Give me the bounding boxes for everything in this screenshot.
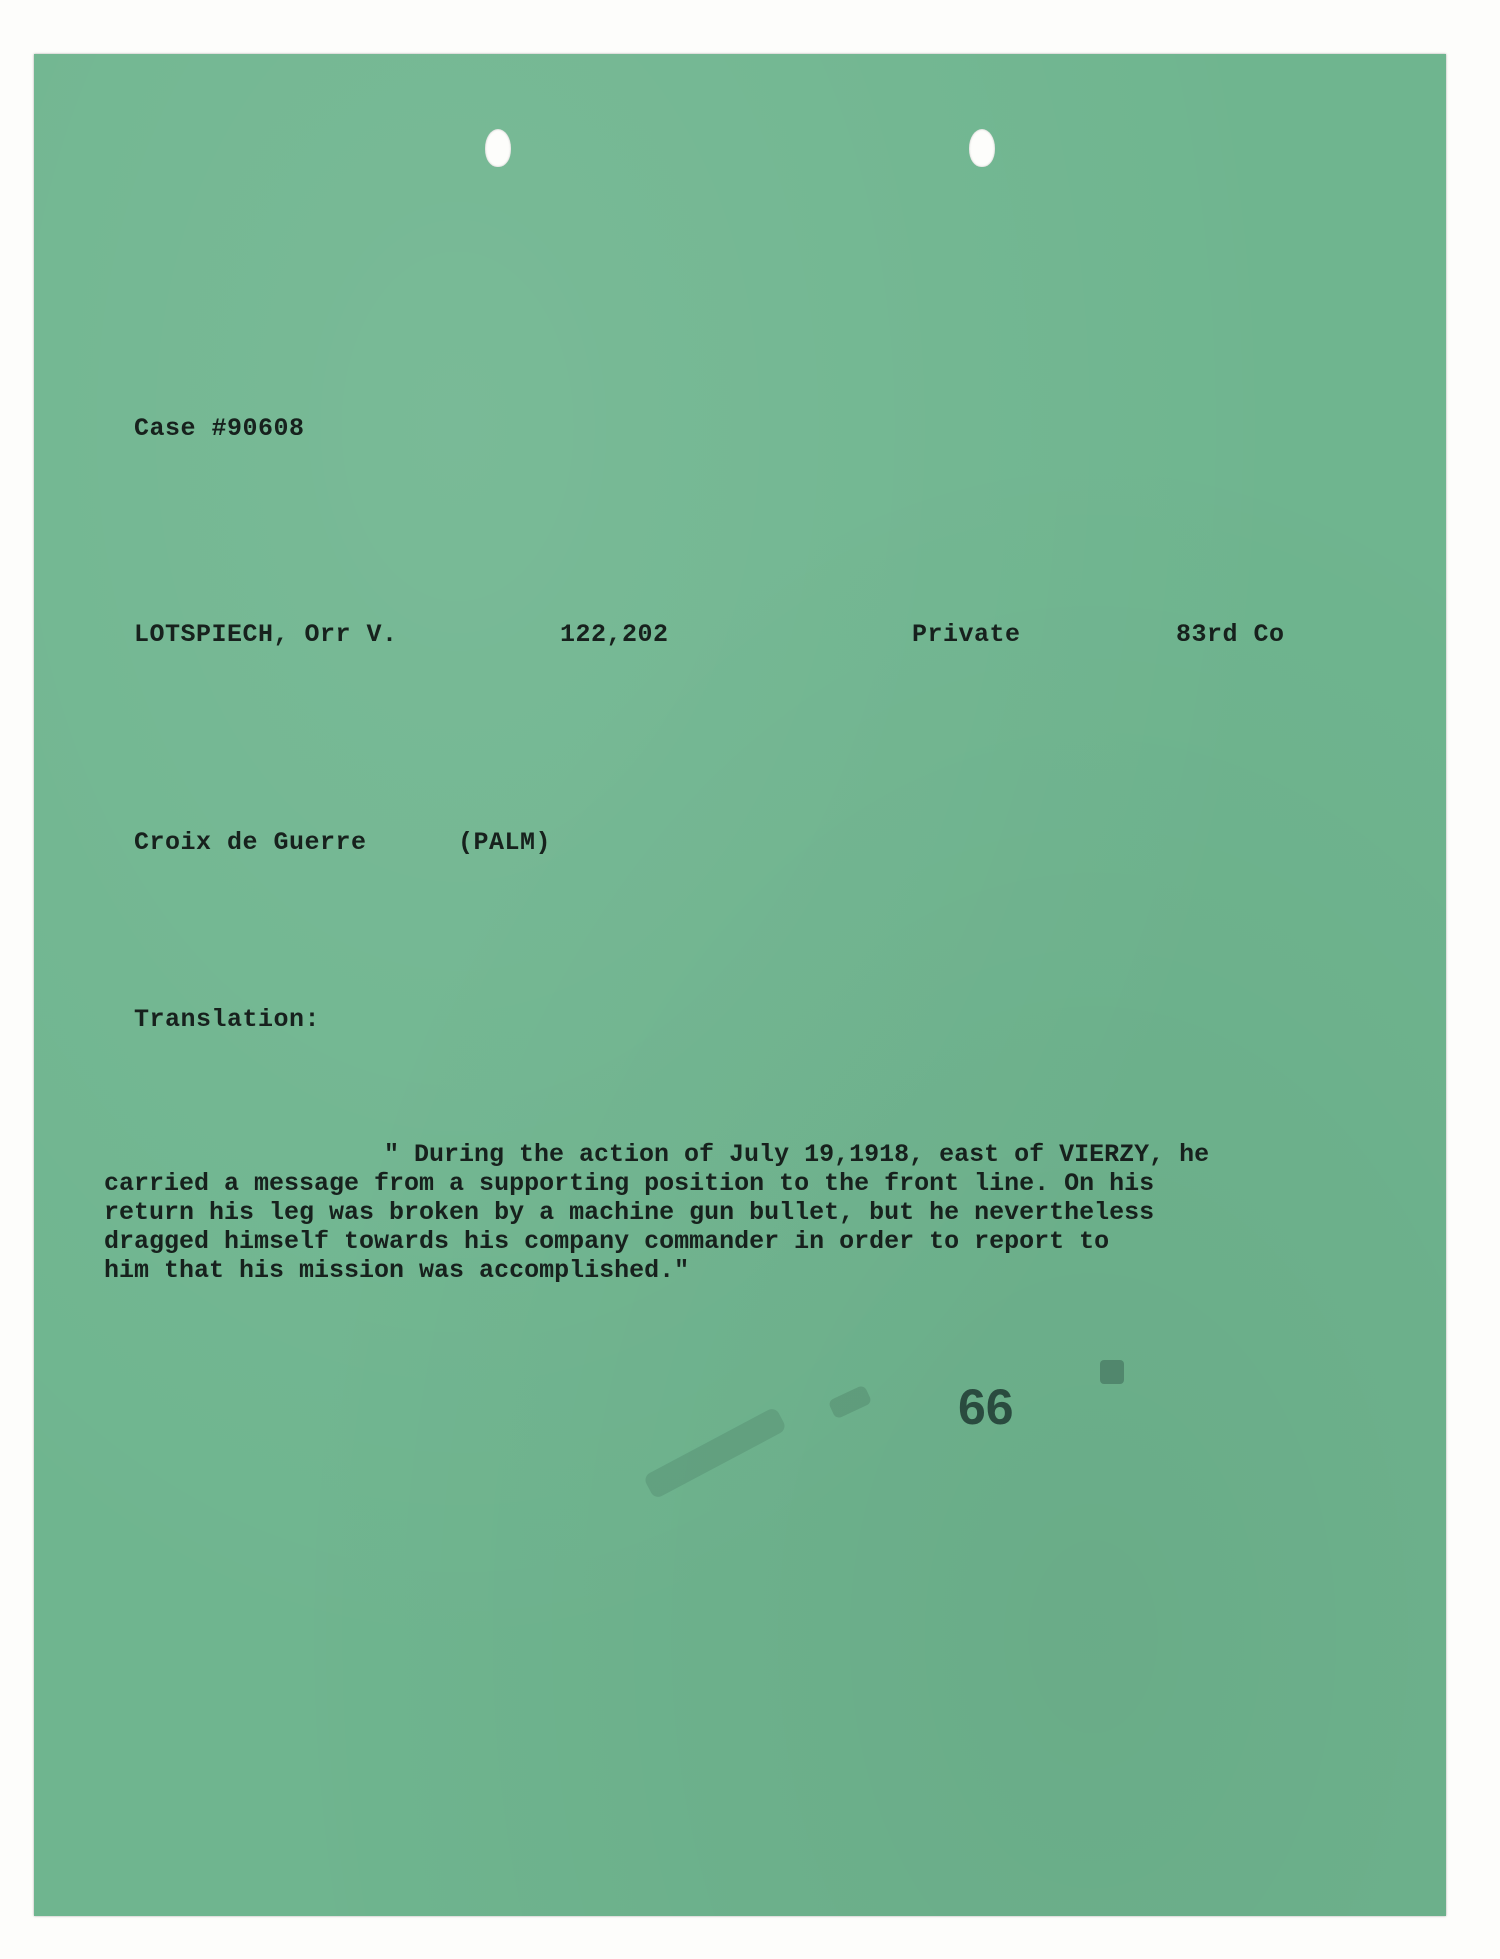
service-number: 122,202 (560, 620, 669, 649)
stamp-number: 66 (958, 1379, 1014, 1435)
green-document-sheet (34, 54, 1446, 1916)
punch-hole-left (485, 129, 511, 167)
award-type: (PALM) (458, 828, 552, 857)
faded-stamp-mark (1100, 1360, 1124, 1384)
case-number: Case #90608 (134, 414, 305, 443)
citation-line: carried a message from a supporting position to the front line. On his (104, 1169, 1155, 1198)
citation-line: him that his mission was accomplished." (104, 1256, 690, 1285)
company: 83rd Co (1176, 620, 1285, 649)
translation-heading: Translation: (134, 1005, 321, 1034)
service-member-name: LOTSPIECH, Orr V. (134, 620, 398, 649)
award-name: Croix de Guerre (134, 828, 367, 857)
rank: Private (912, 620, 1021, 649)
citation-line: return his leg was broken by a machine gun bullet, but he nevertheless (104, 1198, 1155, 1227)
citation-line: " During the action of July 19,1918, east of VIERZY, he (384, 1140, 1210, 1169)
citation-text (104, 1140, 1394, 1285)
citation-line: dragged himself towards his company commander in order to report to (104, 1227, 1110, 1256)
punch-hole-right (969, 129, 995, 167)
